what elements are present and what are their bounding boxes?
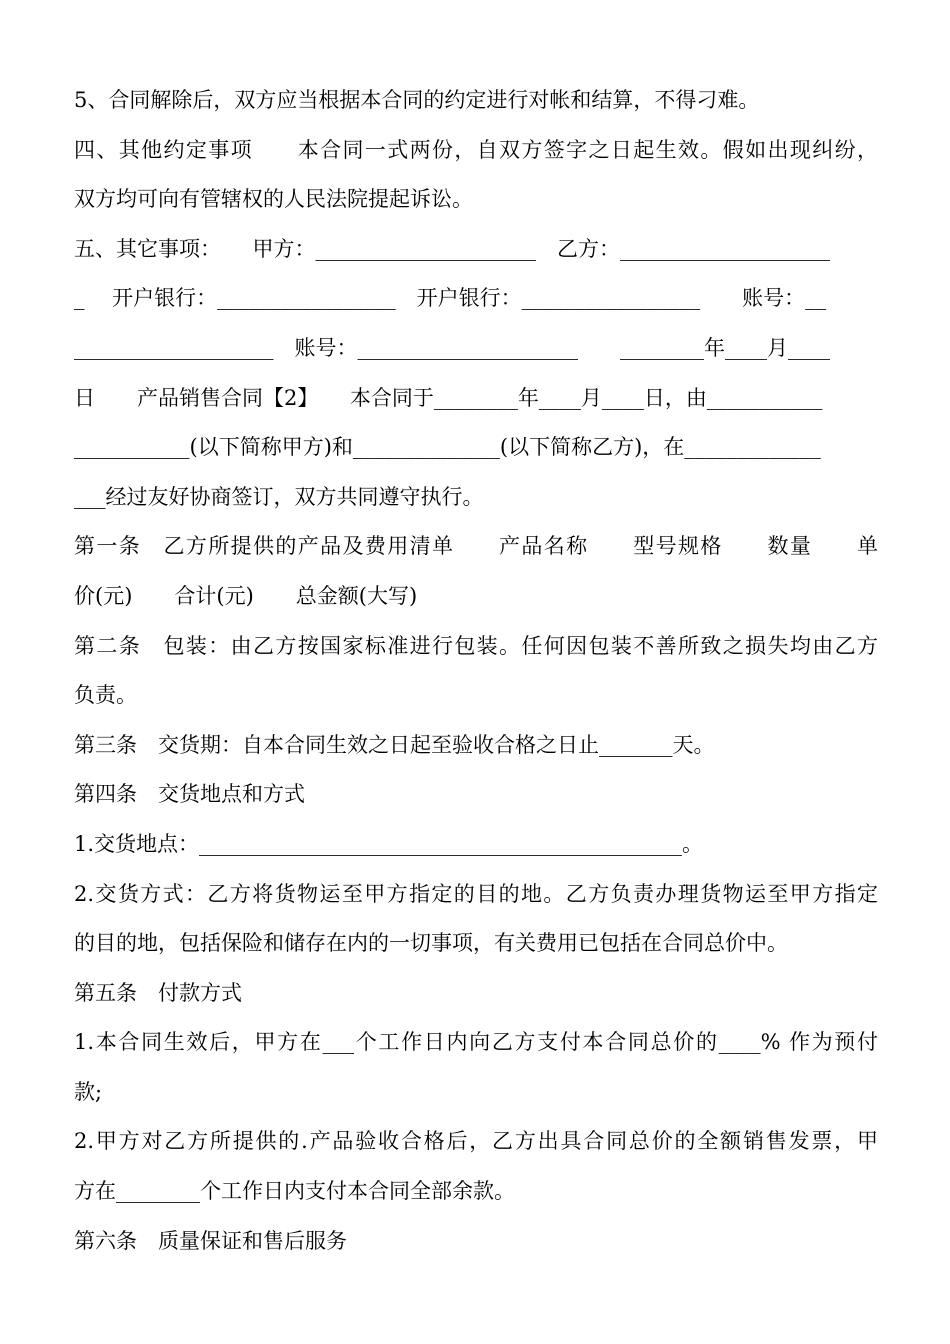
text-line: 第一条 乙方所提供的产品及费用清单 产品名称 型号规格 数量 单 [74,534,878,559]
text-line: 5、合同解除后，双方应当根据本合同的约定进行对帐和结算，不得刁难。 [74,88,760,112]
text-line: 价(元) 合计(元) 总金额(大写) [74,583,418,608]
text-line: 五、其它事项： 甲方：_____________________ 乙方：____________________ [74,236,830,261]
text-line: 2.甲方对乙方所提供的.产品验收合格后，乙方出具合同总价的全额销售发票，甲 [74,1129,878,1154]
text-line: 第六条 质量保证和售后服务 [74,1228,347,1253]
text-line: 1.本合同生效后，甲方在___个工作日内向乙方支付本合同总价的____% 作为预付 [74,1030,878,1055]
text-line: 第二条 包装：由乙方按国家标准进行包装。任何因包装不善所致之损失均由乙方 [74,633,878,658]
text-line: 第三条 交货期：自本合同生效之日起至验收合格之日止_______天。 [74,732,715,757]
text-line: 负责。 [74,683,137,708]
text-line: 的目的地，包括保险和储存在内的一切事项，有关费用已包括在合同总价中。 [74,931,788,956]
text-line: 第五条 付款方式 [74,980,242,1005]
text-line: 方在________个工作日内支付本合同全部余款。 [74,1179,515,1204]
document-page [74,76,878,1266]
text-line: ___________(以下简称甲方)和______________(以下简称乙方)，在_____________ [74,435,821,460]
text-line: 四、其他约定事项 本合同一式两份，自双方签字之日起生效。假如出现纠纷， [74,137,878,162]
text-line: ___________________ 账号：_____________________ ________年____月____ [74,335,830,360]
text-line: _ 开户银行：_________________ 开户银行：_________________ 账号：__ [74,286,827,311]
text-line: 1.交货地点：______________________________________________。 [74,831,704,856]
text-line: 第四条 交货地点和方式 [74,782,305,807]
text-line: 2.交货方式：乙方将货物运至甲方指定的目的地。乙方负责办理货物运至甲方指定 [74,881,878,906]
text-line: 款; [74,1079,103,1104]
text-line: 双方均可向有管辖权的人民法院提起诉讼。 [74,187,473,212]
text-line: 日 产品销售合同【2】 本合同于________年____月____日，由___________ [74,385,823,410]
text-line: ___经过友好协商签订，双方共同遵守执行。 [74,484,484,509]
